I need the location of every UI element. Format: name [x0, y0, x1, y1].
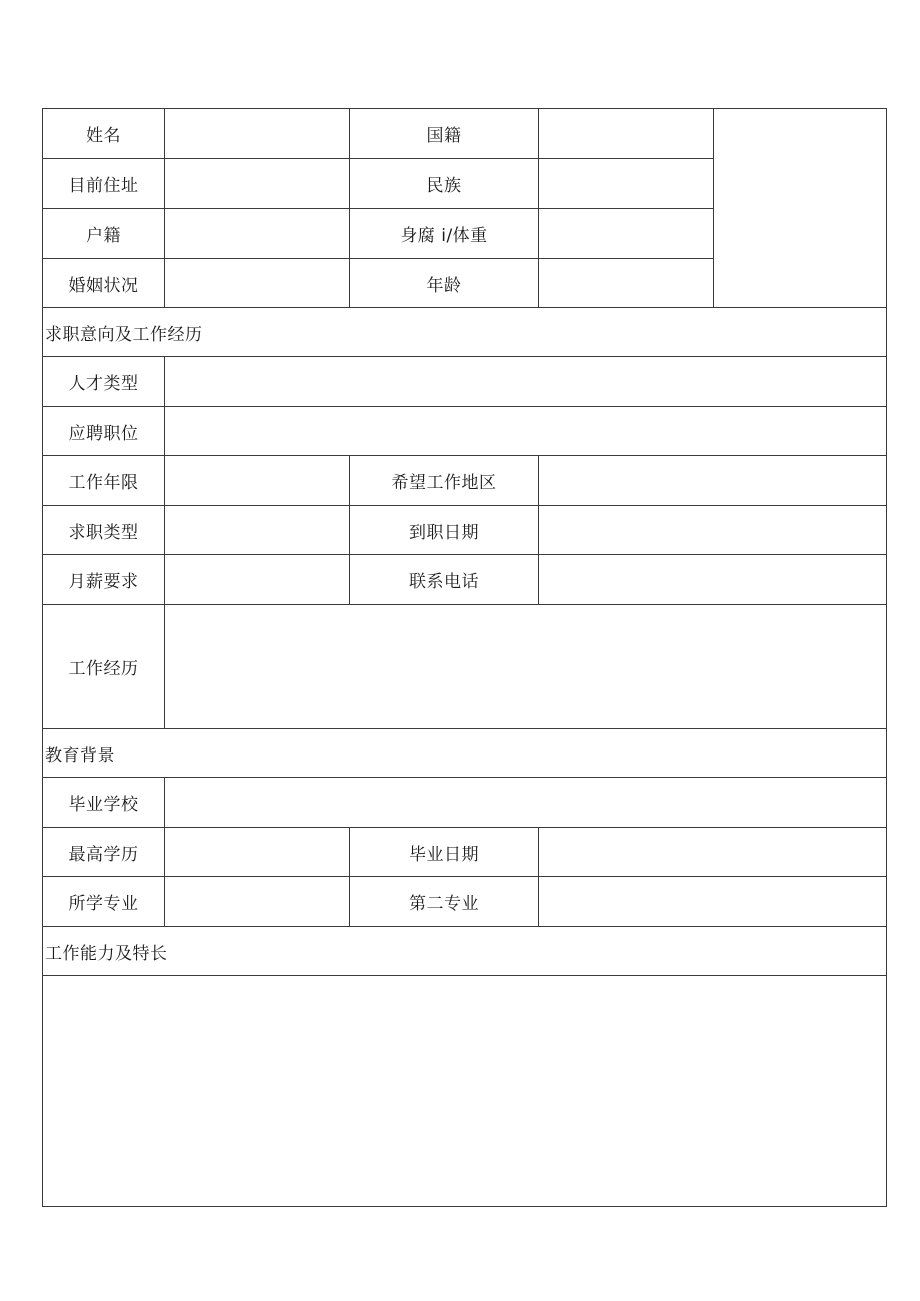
graduation-date-field[interactable]	[539, 828, 886, 877]
position-label: 应聘职位	[43, 407, 165, 456]
address-label: 目前住址	[43, 159, 165, 209]
phone-label: 联系电话	[350, 555, 539, 605]
job-type-label: 求职类型	[43, 506, 165, 555]
second-major-field[interactable]	[539, 877, 886, 927]
job-type-field[interactable]	[165, 506, 350, 555]
highest-degree-label: 最高学历	[43, 828, 165, 877]
highest-degree-field[interactable]	[165, 828, 350, 877]
height-weight-field[interactable]	[539, 209, 714, 259]
nationality-label: 国籍	[350, 109, 539, 159]
start-date-label: 到职日期	[350, 506, 539, 555]
marital-status-label: 婚姻状况	[43, 259, 165, 308]
major-label: 所学专业	[43, 877, 165, 927]
household-label: 户籍	[43, 209, 165, 259]
preferred-region-label: 希望工作地区	[350, 456, 539, 506]
talent-type-field[interactable]	[165, 357, 886, 407]
major-field[interactable]	[165, 877, 350, 927]
ethnicity-label: 民族	[350, 159, 539, 209]
job-section-title: 求职意向及工作经历	[43, 308, 886, 357]
skills-field[interactable]	[43, 976, 886, 1206]
preferred-region-field[interactable]	[539, 456, 886, 506]
start-date-field[interactable]	[539, 506, 886, 555]
resume-form	[42, 108, 887, 1207]
work-years-field[interactable]	[165, 456, 350, 506]
name-label: 姓名	[43, 109, 165, 159]
graduation-date-label: 毕业日期	[350, 828, 539, 877]
photo-box[interactable]	[714, 109, 886, 308]
position-field[interactable]	[165, 407, 886, 456]
second-major-label: 第二专业	[350, 877, 539, 927]
address-field[interactable]	[165, 159, 350, 209]
nationality-field[interactable]	[539, 109, 714, 159]
skills-section-title: 工作能力及特长	[43, 927, 886, 976]
salary-field[interactable]	[165, 555, 350, 605]
ethnicity-field[interactable]	[539, 159, 714, 209]
marital-status-field[interactable]	[165, 259, 350, 308]
talent-type-label: 人才类型	[43, 357, 165, 407]
phone-field[interactable]	[539, 555, 886, 605]
school-field[interactable]	[165, 778, 886, 828]
education-section-title: 教育背景	[43, 729, 886, 778]
school-label: 毕业学校	[43, 778, 165, 828]
name-field[interactable]	[165, 109, 350, 159]
age-field[interactable]	[539, 259, 714, 308]
work-years-label: 工作年限	[43, 456, 165, 506]
height-weight-label: 身腐 i/体重	[350, 209, 539, 259]
work-experience-field[interactable]	[165, 605, 886, 729]
work-experience-label: 工作经历	[43, 605, 165, 729]
household-field[interactable]	[165, 209, 350, 259]
salary-label: 月薪要求	[43, 555, 165, 605]
age-label: 年龄	[350, 259, 539, 308]
